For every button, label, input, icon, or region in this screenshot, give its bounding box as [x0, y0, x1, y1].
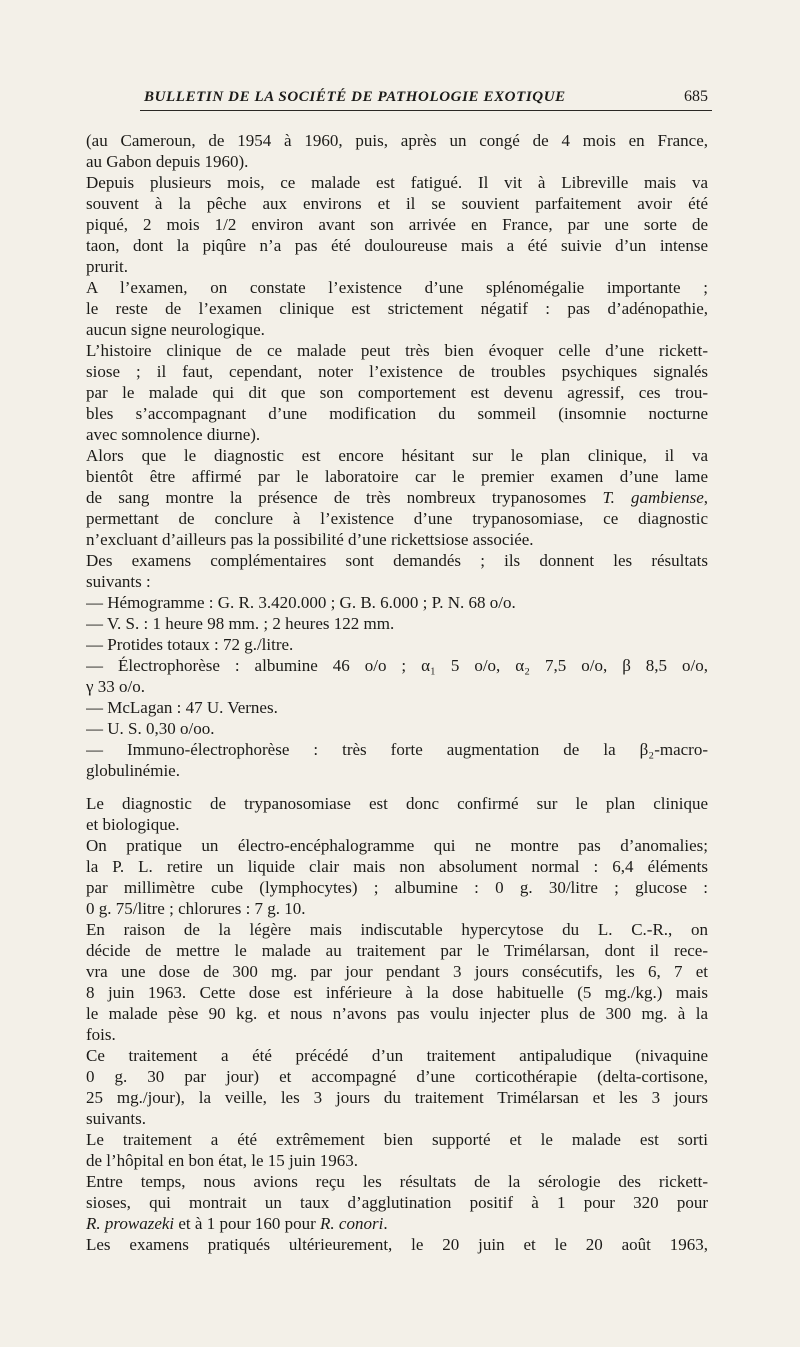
text-line: — Immuno-électrophorèse : très forte augmentation de la β₂-macro- [86, 740, 708, 759]
text-line: — Électrophorèse : albumine 46 o/o ; α₁ 5 o/o, α₂ 7,5 o/o, β 8,5 o/o, [86, 656, 708, 675]
text-line: 0 g. 30 par jour) et accompagné d’une corticothérapie (delta-cortisone, [86, 1067, 708, 1086]
text-line: Ce traitement a été précédé d’un traitement antipaludique (nivaquine [86, 1046, 708, 1065]
text-line: (au Cameroun, de 1954 à 1960, puis, après un congé de 4 mois en France, [86, 131, 708, 150]
text-line: piqué, 2 mois 1/2 environ avant son arrivée en France, par une sorte de [86, 215, 708, 234]
text-line: vra une dose de 300 mg. par jour pendant 3 jours consécutifs, les 6, 7 et [86, 962, 708, 981]
text-line: le malade pèse 90 kg. et nous n’avons pas voulu injecter plus de 300 mg. à la [86, 1004, 708, 1023]
text-line: R. prowazeki et à 1 pour 160 pour R. conori. [86, 1214, 388, 1233]
text-line: γ 33 o/o. [86, 677, 145, 696]
text-line: siose ; il faut, cependant, noter l’existence de troubles psychiques signalés [86, 362, 708, 381]
text-line: Entre temps, nous avions reçu les résultats de la sérologie des rickett- [86, 1172, 708, 1191]
article-body [86, 130, 708, 1255]
text-line: par millimètre cube (lymphocytes) ; albumine : 0 g. 30/litre ; glucose : [86, 878, 708, 897]
paragraph-gap [86, 781, 708, 793]
text-line: 25 mg./jour), la veille, les 3 jours du traitement Trimélarsan et les 3 jours [86, 1088, 708, 1107]
running-header [86, 86, 712, 112]
text-line: la P. L. retire un liquide clair mais non absolument normal : 6,4 éléments [86, 857, 708, 876]
text-line: permettant de conclure à l’existence d’une trypanosomiase, ce diagnostic [86, 509, 708, 528]
text-line: bles s’accompagnant d’une modification du sommeil (insomnie nocturne [86, 404, 708, 423]
text-line: 8 juin 1963. Cette dose est inférieure à la dose habituelle (5 mg./kg.) mais [86, 983, 708, 1002]
text-line: prurit. [86, 257, 129, 276]
text-line: — Protides totaux : 72 g./litre. [86, 635, 294, 654]
text-line: — U. S. 0,30 o/oo. [86, 719, 215, 738]
text-line: Alors que le diagnostic est encore hésitant sur le plan clinique, il va [86, 446, 708, 465]
text-line: par le malade qui dit que son comportement est devenu agressif, ces trou- [86, 383, 708, 402]
text-line: au Gabon depuis 1960). [86, 152, 249, 171]
text-line: En raison de la légère mais indiscutable hypercytose du L. C.-R., on [86, 920, 708, 939]
text-line: 0 g. 75/litre ; chlorures : 7 g. 10. [86, 899, 306, 918]
header-rule [140, 110, 712, 111]
text-line: suivants. [86, 1109, 146, 1128]
text-line: taon, dont la piqûre n’a pas été douloureuse mais a été suivie d’un intense [86, 236, 708, 255]
journal-title: BULLETIN DE LA SOCIÉTÉ DE PATHOLOGIE EXOTIQUE [144, 89, 566, 105]
text-line: sioses, qui montrait un taux d’agglutination positif à 1 pour 320 pour [86, 1193, 708, 1212]
text-line: On pratique un électro-encéphalogramme qui ne montre pas d’anomalies; [86, 836, 708, 855]
text-line: souvent à la pêche aux environs et il se souvient parfaitement avoir été [86, 194, 708, 213]
text-line: L’histoire clinique de ce malade peut très bien évoquer celle d’une rickett- [86, 341, 708, 360]
text-line: décide de mettre le malade au traitement par le Trimélarsan, dont il rece- [86, 941, 708, 960]
text-line: A l’examen, on constate l’existence d’une splénomégalie importante ; [86, 278, 708, 297]
text-line: globulinémie. [86, 761, 180, 780]
text-line: bientôt être affirmé par le laboratoire car le premier examen d’une lame [86, 467, 708, 486]
text-line: suivants : [86, 572, 151, 591]
text-line: — V. S. : 1 heure 98 mm. ; 2 heures 122 mm. [86, 614, 395, 633]
text-line: aucun signe neurologique. [86, 320, 265, 339]
page-number: 685 [684, 88, 708, 105]
text-line: Le traitement a été extrêmement bien supporté et le malade est sorti [86, 1130, 708, 1149]
text-line: le reste de l’examen clinique est strictement négatif : pas d’adénopathie, [86, 299, 708, 318]
text-line: Les examens pratiqués ultérieurement, le 20 juin et le 20 août 1963, [86, 1235, 708, 1254]
text-line: de l’hôpital en bon état, le 15 juin 1963. [86, 1151, 358, 1170]
text-line: Des examens complémentaires sont demandés ; ils donnent les résultats [86, 551, 708, 570]
text-line: et biologique. [86, 815, 180, 834]
text-line: de sang montre la présence de très nombreux trypanosomes T. gambiense, [86, 488, 708, 507]
text-line: Le diagnostic de trypanosomiase est donc confirmé sur le plan clinique [86, 794, 708, 813]
text-line: Depuis plusieurs mois, ce malade est fatigué. Il vit à Libreville mais va [86, 173, 708, 192]
text-line: — Hémogramme : G. R. 3.420.000 ; G. B. 6.000 ; P. N. 68 o/o. [86, 593, 516, 612]
text-line: fois. [86, 1025, 116, 1044]
text-line: — McLagan : 47 U. Vernes. [86, 698, 278, 717]
text-line: n’excluant d’ailleurs pas la possibilité d’une rickettsiose associée. [86, 530, 534, 549]
text-line: avec somnolence diurne). [86, 425, 261, 444]
